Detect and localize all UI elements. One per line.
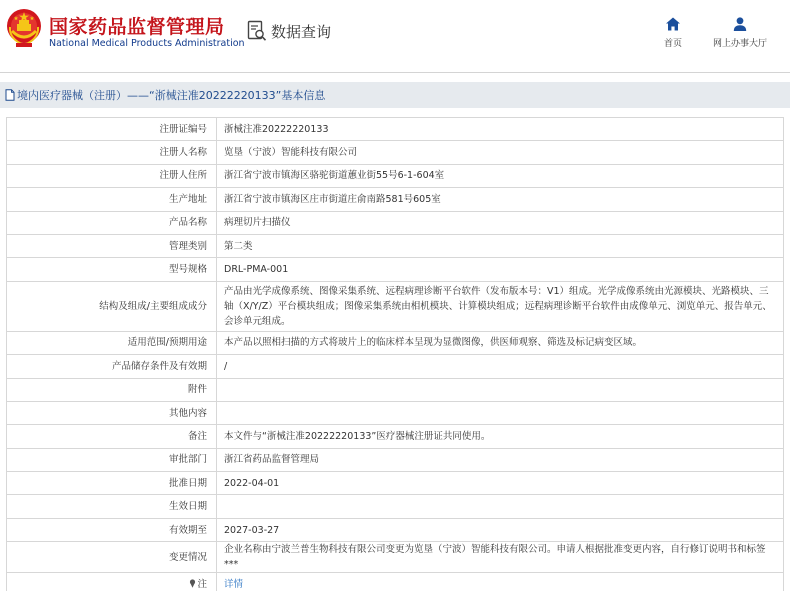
table-row	[7, 355, 784, 378]
row-value: DRL-PMA-001	[217, 258, 784, 281]
table-row	[7, 518, 784, 541]
row-value: 2022-04-01	[217, 472, 784, 495]
row-label: 有效期至	[7, 518, 217, 541]
table-row	[7, 234, 784, 257]
record-title-bar	[0, 82, 790, 108]
row-value: 浙江省药品监督管理局	[217, 448, 784, 471]
document-icon	[5, 89, 15, 101]
row-label: 注册证编号	[7, 118, 217, 141]
nav-online-service-hall[interactable]	[708, 16, 772, 49]
row-value	[217, 495, 784, 518]
table-row	[7, 188, 784, 211]
registration-info-table	[6, 117, 784, 591]
site-header	[0, 0, 790, 64]
row-label: 适用范围/预期用途	[7, 331, 217, 354]
table-row	[7, 331, 784, 354]
site-title[interactable]: 国家药品监督管理局	[49, 16, 225, 38]
row-label: 管理类别	[7, 234, 217, 257]
row-value: 览垦（宁波）智能科技有限公司	[217, 141, 784, 164]
table-row	[7, 542, 784, 573]
table-row	[7, 448, 784, 471]
row-label-text: 注	[197, 578, 207, 590]
search-document-icon	[247, 20, 267, 42]
row-label: 附件	[7, 378, 217, 401]
table-row	[7, 118, 784, 141]
row-value	[217, 401, 784, 424]
row-label: 生产地址	[7, 188, 217, 211]
row-label: 备注	[7, 425, 217, 448]
details-link[interactable]: 详情	[224, 578, 244, 590]
table-row	[7, 573, 784, 591]
table-row	[7, 211, 784, 234]
row-label: 批准日期	[7, 472, 217, 495]
row-value: 2027-03-27	[217, 518, 784, 541]
user-icon	[732, 16, 748, 32]
row-label: 其他内容	[7, 401, 217, 424]
record-title: 境内医疗器械（注册）——“浙械注准20222220133”基本信息	[17, 89, 326, 102]
row-value: 浙江省宁波市镇海区庄市街道庄俞南路581号605室	[217, 188, 784, 211]
row-value: 浙江省宁波市镇海区骆驼街道蕙业街55号6-1-604室	[217, 164, 784, 187]
nav-home[interactable]	[660, 16, 686, 49]
row-value: /	[217, 355, 784, 378]
row-label: 产品名称	[7, 211, 217, 234]
row-value	[217, 378, 784, 401]
row-label: 注册人名称	[7, 141, 217, 164]
row-value	[217, 573, 784, 591]
row-value: 浙械注准20222220133	[217, 118, 784, 141]
table-row	[7, 281, 784, 331]
row-value: 病理切片扫描仪	[217, 211, 784, 234]
row-label: 产品储存条件及有效期	[7, 355, 217, 378]
pin-icon	[189, 579, 196, 588]
national-emblem-icon[interactable]	[4, 7, 44, 49]
table-row	[7, 401, 784, 424]
table-row	[7, 472, 784, 495]
table-row	[7, 378, 784, 401]
row-value: 产品由光学成像系统、图像采集系统、远程病理诊断平台软件（发布版本号：V1）组成。光学成像系统由光源模块、光路模块、三轴（X/Y/Z）平台模块组成；图像采集系统由相机模块、计算模块组成；远程病理诊断平台软件由成像单元、浏览单元、报告单元、会诊单元组成。	[217, 281, 784, 331]
table-row	[7, 425, 784, 448]
home-icon	[665, 16, 681, 32]
row-label: 变更情况	[7, 542, 217, 573]
table-row	[7, 141, 784, 164]
row-value: 本产品以照相扫描的方式将玻片上的临床样本呈现为显微图像，供医师观察、筛选及标记病变区域。	[217, 331, 784, 354]
row-value: 企业名称由宁波兰普生物科技有限公司变更为览垦（宁波）智能科技有限公司。申请人根据批准变更内容，自行修订说明书和标签***	[217, 542, 784, 573]
table-row	[7, 258, 784, 281]
table-row	[7, 164, 784, 187]
data-query-label: 数据查询	[271, 22, 332, 41]
row-label-note	[7, 573, 217, 591]
row-value: 本文件与“浙械注准20222220133”医疗器械注册证共同使用。	[217, 425, 784, 448]
site-title-english[interactable]: National Medical Products Administration	[49, 38, 245, 49]
row-value: 第二类	[217, 234, 784, 257]
row-label: 型号规格	[7, 258, 217, 281]
header-divider	[0, 72, 790, 73]
row-label: 结构及组成/主要组成成分	[7, 281, 217, 331]
row-label: 注册人住所	[7, 164, 217, 187]
row-label: 审批部门	[7, 448, 217, 471]
data-query-section[interactable]	[247, 20, 331, 42]
table-row	[7, 495, 784, 518]
nav-home-label: 首页	[663, 39, 682, 49]
row-label: 生效日期	[7, 495, 217, 518]
nav-online-service-hall-label: 网上办事大厅	[712, 39, 767, 49]
